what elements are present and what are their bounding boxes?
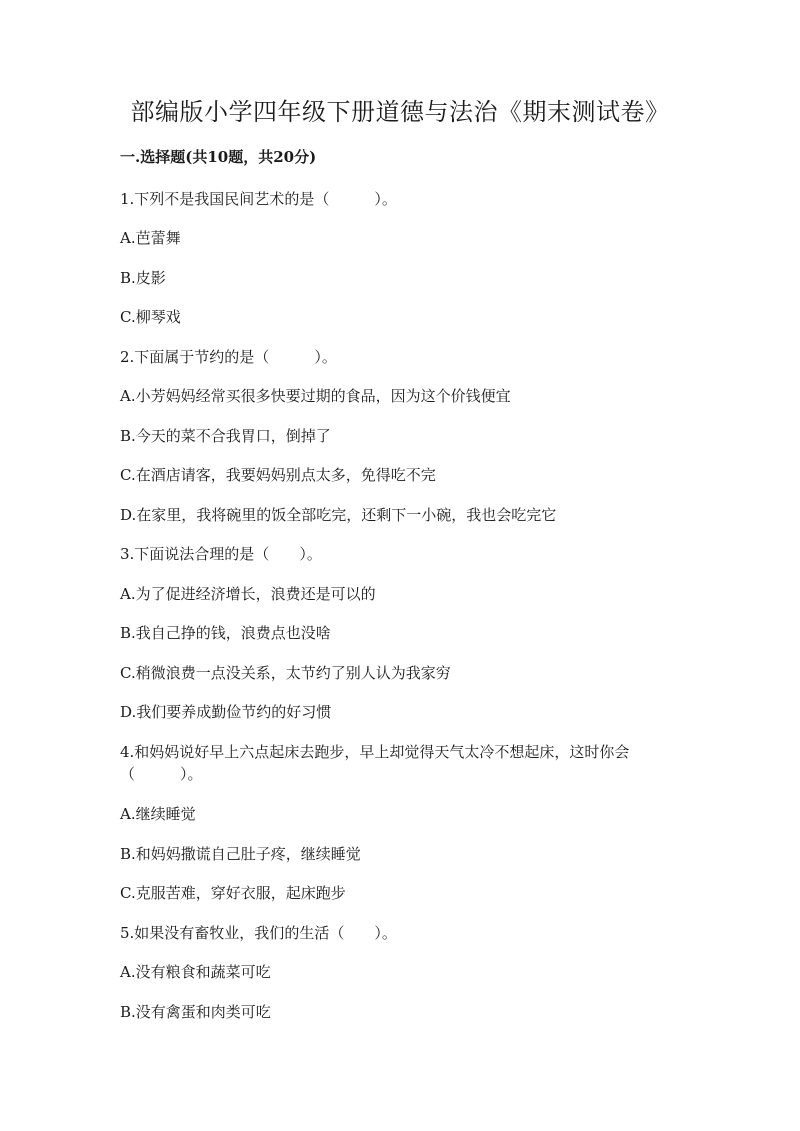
question-5-option-a: A.没有粮食和蔬菜可吃 xyxy=(120,963,271,981)
question-4-stem: 4.和妈妈说好早上六点起床去跑步，早上却觉得天气太冷不想起床，这时你会（ ）。 xyxy=(120,743,630,783)
question-2-option-d: D.在家里，我将碗里的饭全部吃完，还剩下一小碗，我也会吃完它 xyxy=(120,506,557,524)
question-3-option-b: B.我自己挣的钱，浪费点也没啥 xyxy=(120,624,331,642)
question-3-option-a: A.为了促进经济增长，浪费还是可以的 xyxy=(120,585,376,603)
question-5-stem: 5.如果没有畜牧业，我们的生活（ ）。 xyxy=(120,924,397,942)
question-4-option-b: B.和妈妈撒谎自己肚子疼，继续睡觉 xyxy=(120,845,361,863)
question-3-stem: 3.下面说法合理的是（ ）。 xyxy=(120,545,322,563)
question-2-option-c: C.在酒店请客，我要妈妈别点太多，免得吃不完 xyxy=(120,466,436,484)
question-3-option-c: C.稍微浪费一点没关系，太节约了别人认为我家穷 xyxy=(120,664,451,682)
page-title: 部编版小学四年级下册道德与法治《期末测试卷》 xyxy=(130,98,670,126)
question-1-option-a: A.芭蕾舞 xyxy=(120,229,181,247)
question-4-option-a: A.继续睡觉 xyxy=(120,805,196,823)
question-2-option-b: B.今天的菜不合我胃口，倒掉了 xyxy=(120,427,331,445)
question-1-stem: 1.下列不是我国民间艺术的是（ ）。 xyxy=(120,190,397,208)
question-1-option-c: C.柳琴戏 xyxy=(120,308,181,326)
question-2-option-a: A.小芳妈妈经常买很多快要过期的食品，因为这个价钱便宜 xyxy=(120,387,511,405)
question-3-option-d: D.我们要养成勤俭节约的好习惯 xyxy=(120,703,332,721)
section-heading: 一.选择题(共10题，共20分) xyxy=(120,148,317,166)
question-5-option-b: B.没有禽蛋和肉类可吃 xyxy=(120,1003,271,1021)
question-2-stem: 2.下面属于节约的是（ ）。 xyxy=(120,348,337,366)
question-4-option-c: C.克服苦难，穿好衣服，起床跑步 xyxy=(120,884,346,902)
question-1-option-b: B.皮影 xyxy=(120,269,166,287)
